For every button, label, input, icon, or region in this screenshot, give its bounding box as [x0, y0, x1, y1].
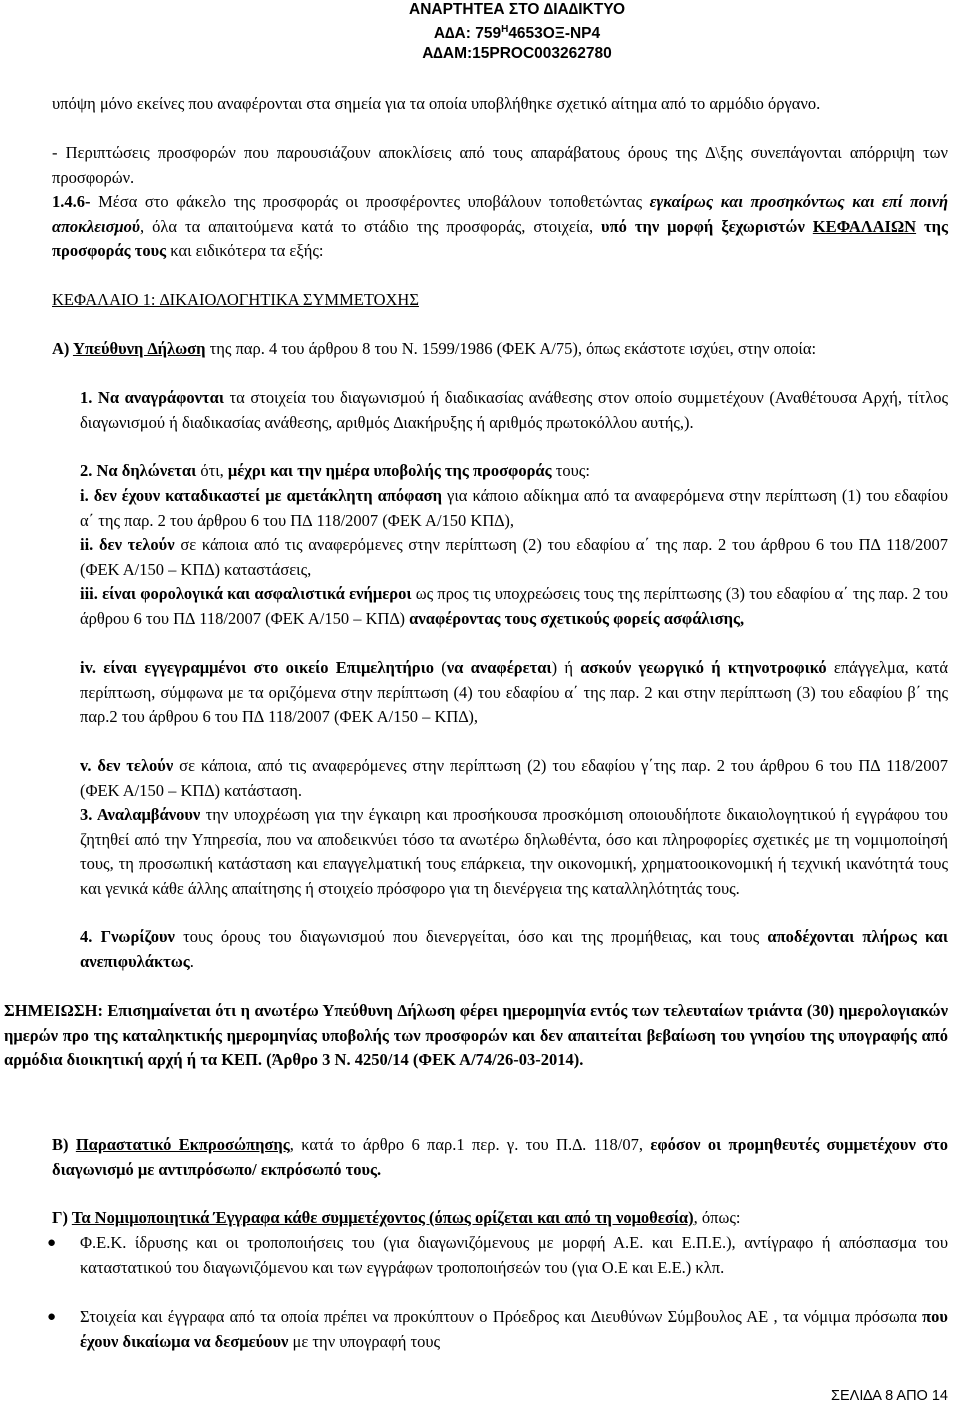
paragraph-1-4-6: 1.4.6- Μέσα στο φάκελο της προσφοράς οι προσφέροντες υποβάλουν τοποθετώντας εγκαίρως και προσηκόντως και επί ποινή αποκλεισμού, όλα τα απαιτούμενα κατά το στάδιο της προσφοράς, στοιχεία, υπό την μορφή ξεχωριστών ΚΕΦΑΛΑΙΩΝ της προσφοράς τους και ειδικότερα τα εξής: [52, 192, 948, 260]
item-3: 3. Αναλαμβάνουν την υποχρέωση για την έγκαιρη και προσήκουσα προσκόμιση οποιουδήποτε δικαιολογητικού ή εγγράφου του ζητηθεί από την Υπηρεσία, που να αποδεικνύει τόσο τα ανωτέρω δηλωθέντα, όσο και πληροφορίες σχετικές με τη νομιμοποίησή τους, τη προσωπική κατάσταση και επαγγελματική τους επάρκεια, την οικονομική, χρηματοοικονομική ή τεχνική ικανότητά τους και γενικά κάθε άλλης απαίτησης ή στοιχείο πρόσφορο για τη διενέργεια της καταλληλότητάς τους. [80, 805, 948, 898]
section-g: Γ) Τα Νομιμοποιητικά Έγγραφα κάθε συμμετέχοντος (όπως ορίζεται και από τη νομοθεσία), όπως: [52, 1208, 741, 1227]
header-line-3: Α∆ΑΜ:15PROC003262780 [422, 45, 612, 63]
bullet-icon: ● [47, 1309, 57, 1325]
item-2-i: i. δεν έχουν καταδικαστεί με αμετάκλητη απόφαση για κάποιο αδίκημα από τα αναφερόμενα στην περίπτωση (1) του εδαφίου α΄ της παρ. 2 του άρθρου 6 του Π∆ 118/2007 (ΦΕΚ Α/150 ΚΠ∆), [80, 486, 948, 530]
item-2-ii: ii. δεν τελούν σε κάποια από τις αναφερόμενες στην περίπτωση (2) του εδαφίου α΄ της παρ. 2 του άρθρου 6 του Π∆ 118/2007 (ΦΕΚ Α/150 – ΚΠ∆) καταστάσεις, [80, 535, 948, 579]
item-2: 2. Να δηλώνεται ότι, μέχρι και την ημέρα υποβολής της προσφοράς τους: [80, 461, 590, 480]
item-2-iii: iii. είναι φορολογικά και ασφαλιστικά ενήμεροι ως προς τις υποχρεώσεις τους της περίπτωσης (3) του εδαφίου α΄ της παρ. 2 του άρθρου 6 του Π∆ 118/2007 (ΦΕΚ Α/150 – ΚΠ∆) αναφέροντας τους σχετικούς φορείς ασφάλισης, [80, 584, 948, 628]
item-4: 4. Γνωρίζουν τους όρους του διαγωνισμού που διενεργείται, όσο και της προμήθειας, και τους αποδέχονται πλήρως και ανεπιφυλάκτως. [80, 927, 948, 971]
page-header [409, 0, 625, 64]
section-a: Α) Υπεύθυνη ∆ήλωση της παρ. 4 του άρθρου 8 του Ν. 1599/1986 (ΦΕΚ Α/75), όπως εκάστοτε ισχύει, στην οποία: [52, 339, 817, 358]
item-2-v: v. δεν τελούν σε κάποια, από τις αναφερόμενες στην περίπτωση (2) του εδαφίου γ΄της παρ. 2 του άρθρου 6 του Π∆ 118/2007 (ΦΕΚ Α/150 – ΚΠ∆) κατάσταση. [80, 756, 948, 800]
page-number: ΣΕΛΙ∆Α 8 ΑΠΟ 14 [831, 1388, 948, 1404]
note-block: ΣΗΜΕΙΩΣΗ: Επισημαίνεται ότι η ανωτέρω Υπεύθυνη ∆ήλωση φέρει ημερομηνία εντός των τελευταίων τριάντα (30) ημερολογιακών ημερών προ της καταληκτικής ημερομηνίας υποβολής των προσφορών και δεν απαιτείται βεβαίωση του γνησίου της υπογραφής από αρμόδια διοικητική αρχή ή τα ΚΕΠ. (Άρθρο 3 Ν. 4250/14 (ΦΕΚ Α/74/26-03-2014). [4, 1001, 948, 1069]
paragraph-continuation: υπόψη μόνο εκείνες που αναφέρονται στα σημεία για τα οποία υποβλήθηκε σχετικό αίτημα από το αρμόδιο όργανο. [52, 94, 821, 113]
paragraph-exclusions: - Περιπτώσεις προσφορών που παρουσιάζουν αποκλίσεις από τους απαράβατους όρους της ∆\ξης συνεπάγονται απόρριψη των προσφορών. [52, 143, 948, 187]
bullet-icon: ● [47, 1235, 57, 1251]
bullet-item-1: ● Φ.Ε.Κ. ίδρυσης και οι τροποποιήσεις του (για διαγωνιζόμενους με μορφή Α.Ε. και Ε.Π.Ε.), αντίγραφο ή απόσπασμα του καταστατικού του διαγωνιζόμενου και των εγγράφων τροποποιήσεών του (για Ο.Ε και Ε.Ε.) κλπ. [47, 1233, 948, 1277]
header-line-2: Α∆Α: $759^H4653O\Xi-NP4$ [433, 24, 601, 43]
section-b: Β) Παραστατικό Εκπροσώπησης, κατά το άρθρο 6 παρ.1 περ. γ. του Π.∆. 118/07, εφόσον οι προμηθευτές συμμετέχουν στο διαγωνισμό με αντιπρόσωπο/ εκπρόσωπό τους. [52, 1135, 949, 1179]
item-2-iv: iv. είναι εγγεγραμμένοι στο οικείο Επιμελητήριο (να αναφέρεται) ή ασκούν γεωργικό ή κτηνοτροφικό επάγγελμα, κατά περίπτωση, σύμφωνα με τα οριζόμενα στην περίπτωση (4) του εδαφίου α΄ της παρ. 2 και στην περίπτωση (3) του εδαφίου β΄ της παρ.2 του άρθρου 6 του Π∆ 118/2007 (ΦΕΚ Α/150 – ΚΠ∆), [80, 658, 949, 726]
bullet-item-2: ● Στοιχεία και έγγραφα από τα οποία πρέπει να προκύπτουν ο Πρόεδρος και ∆ιευθύνων Σύμβουλος ΑΕ , τα νόμιμα πρόσωπα που έχουν δικαίωμα να δεσμεύουν με την υπογραφή τους [47, 1307, 948, 1351]
chapter-1-heading: ΚΕΦΑΛΑΙΟ 1: ∆ΙΚΑΙΟΛΟΓΗΤΙΚΑ ΣΥΜΜΕΤΟΧΗΣ [52, 290, 419, 309]
item-1: 1. Να αναγράφονται τα στοιχεία του διαγωνισμού ή διαδικασίας ανάθεσης στον οποίο συμμετέχουν (Αναθέτουσα Αρχή, τίτλος διαγωνισμού ή διαδικασίας ανάθεσης, αριθμός ∆ιακήρυξης ή αριθμός πρωτοκόλλου αυτής,). [80, 388, 948, 432]
header-line-1: ΑΝΑΡΤΗΤΕΑ ΣΤΟ ∆ΙΑ∆ΙΚΤΥΟ [409, 1, 625, 18]
